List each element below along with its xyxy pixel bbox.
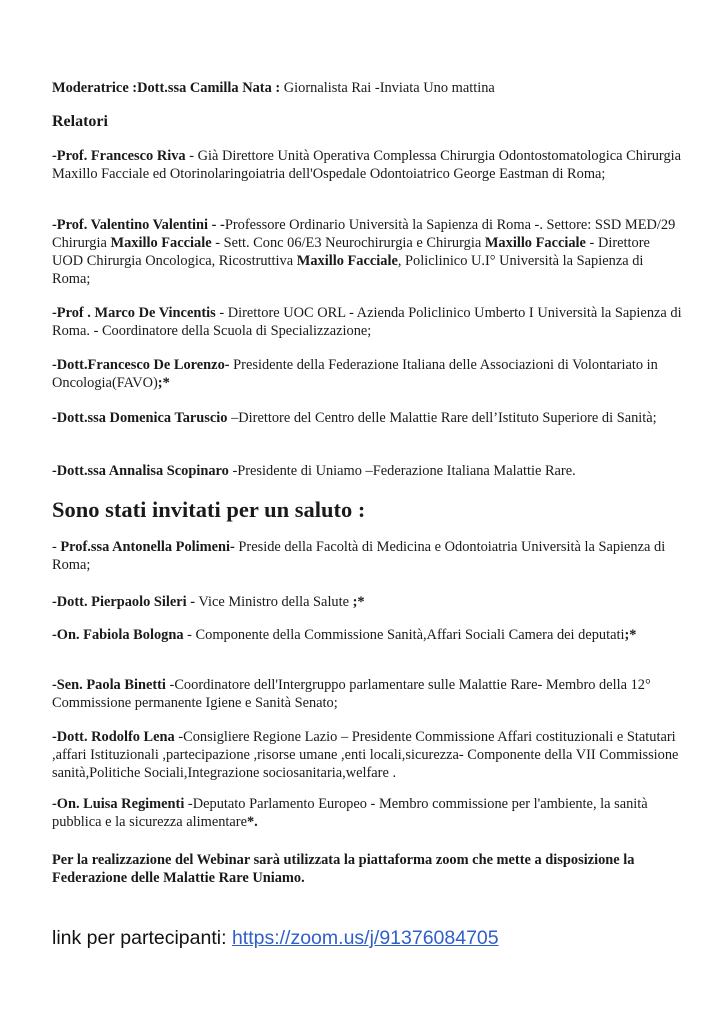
moderator-line: [52, 79, 682, 97]
link-line: [52, 926, 682, 950]
invited-item: -On. Luisa Regimenti -Deputato Parlamento Europeo - Membro commissione per l'ambiente, la sanità pubblica e la sicurezza alimentare*.: [52, 796, 648, 830]
invited-item: -Dott. Rodolfo Lena -Consigliere Regione Lazio – Presidente Commissione Affari costituzionali e Statutari ,affari Istituzionali ,partecipazione ,risorse umane ,enti locali,sicurezza- Componente della VII Commissione sanità,Politiche Sociali,Integrazione sociosanitaria,welfare .: [52, 729, 679, 781]
invited-heading: Sono stati invitati per un saluto :: [52, 497, 366, 522]
relatori-heading: Relatori: [52, 113, 108, 130]
invited-item: -Sen. Paola Binetti -Coordinatore dell'Intergruppo parlamentare sulle Malattie Rare- Membro della 12° Commissione permanente Igiene e Sanità Senato;: [52, 677, 651, 711]
relatore-item: -Dott.ssa Domenica Taruscio –Direttore del Centro delle Malattie Rare dell’Istituto Superiore di Sanità;: [52, 410, 657, 426]
relatore-item: -Dott.ssa Annalisa Scopinaro -Presidente di Uniamo –Federazione Italiana Malattie Rare.: [52, 463, 576, 479]
invited-item: - Prof.ssa Antonella Polimeni- Preside della Facoltà di Medicina e Odontoiatria Università la Sapienza di Roma;: [52, 539, 666, 573]
moderator-role: Giornalista Rai -Inviata Uno mattina: [280, 80, 495, 96]
link-label: link per partecipanti:: [52, 927, 232, 949]
webinar-note: Per la realizzazione del Webinar sarà utilizzata la piattaforma zoom che mette a disposizione la Federazione delle Malattie Rare Uniamo.: [52, 852, 635, 886]
invited-item: -On. Fabiola Bologna - Componente della Commissione Sanità,Affari Sociali Camera dei deputati;*: [52, 627, 637, 643]
moderator-label: Moderatrice :: [52, 80, 138, 96]
relatore-item: -Dott.Francesco De Lorenzo- Presidente della Federazione Italiana delle Associazioni di Volontariato in Oncologia(FAVO);*: [52, 357, 658, 391]
relatore-item: -Prof . Marco De Vincentis - Direttore UOC ORL - Azienda Policlinico Umberto I Università la Sapienza di Roma. - Coordinatore della Scuola di Specializzazione;: [52, 305, 682, 339]
invited-item: -Dott. Pierpaolo Sileri - Vice Ministro della Salute ;*: [52, 594, 365, 610]
relatore-item: -Prof. Valentino Valentini - -Professore Ordinario Università la Sapienza di Roma -. Settore: SSD MED/29 Chirurgia Maxillo Facciale - Sett. Conc 06/E3 Neurochirurgia e Chirurgia Maxillo Facciale - Direttore UOD Chirurgia Oncologica, Ricostruttiva Maxillo Facciale, Policlinico U.I° Università la Sapienza di Roma;: [52, 217, 676, 287]
relatore-item: -Prof. Francesco Riva - Già Direttore Unità Operativa Complessa Chirurgia Odontostomatologica Chirurgia Maxillo Facciale ed Otorinolaringoiatria dell'Ospedale Odontoiatrico George Eastman di Roma;: [52, 148, 682, 182]
zoom-link[interactable]: https://zoom.us/j/91376084705: [231, 927, 499, 949]
moderator-name: Dott.ssa Camilla Nata :: [137, 80, 281, 96]
